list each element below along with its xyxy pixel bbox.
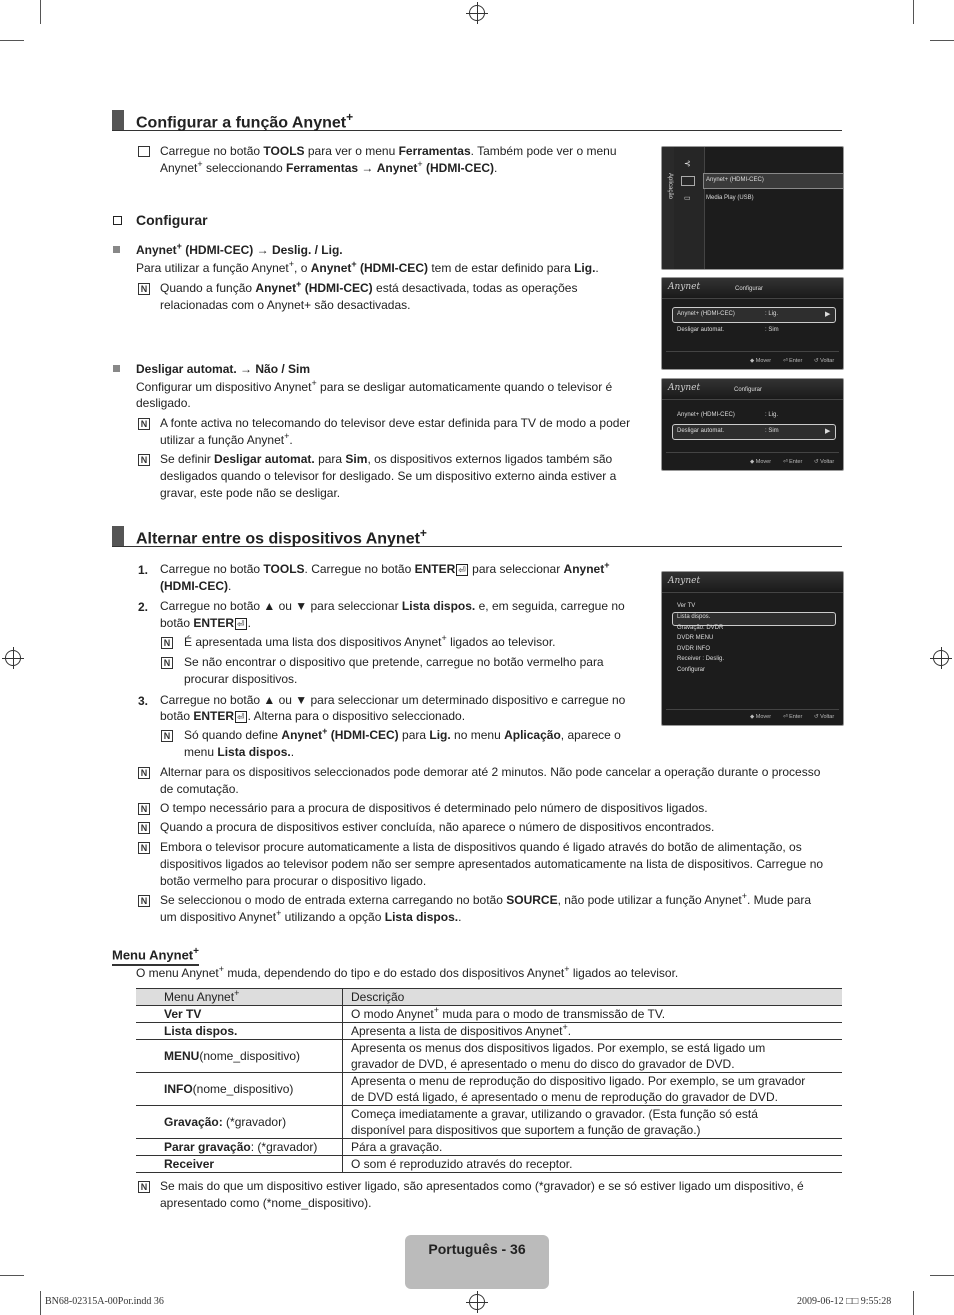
table-cell-menu: INFO(nome_dispositivo)	[136, 1073, 343, 1106]
note-icon: N	[138, 283, 150, 295]
note-icon: N	[161, 730, 173, 742]
table-row	[136, 1073, 842, 1106]
note-text: dispositivos ligados ao televisor podem não ser sempre apresentados automaticamente na lista de dispositivos. Carregue no	[160, 857, 824, 871]
step-number: 1.	[138, 563, 149, 577]
table-cell-menu: Ver TV	[136, 1006, 343, 1023]
item-description: Para utilizar a função Anynet+, o Anynet+ (HDMI-CEC) tem de estar definido para Lig..	[136, 259, 599, 275]
section-title: Alternar entre os dispositivos Anynet+	[136, 526, 427, 548]
menu-item: DVDR MENU	[677, 635, 714, 641]
anynet-logo: Anynet	[668, 282, 701, 292]
table-header-row	[136, 989, 842, 1006]
footer-hint: ⏎ Enter	[783, 714, 803, 720]
arrow-right-icon: ▶	[825, 311, 831, 318]
crop-mark	[40, 0, 41, 24]
table-cell-description: O som é reproduzido através do receptor.	[343, 1156, 843, 1173]
menu-anynet-heading: Menu Anynet+	[112, 943, 199, 966]
note-icon: N	[138, 895, 150, 907]
tv-screen-application-menu	[661, 146, 844, 270]
note-icon: N	[161, 637, 173, 649]
table-cell-description: Apresenta os menus dos dispositivos ligados. Por exemplo, se está ligado um gravador de DVD, é apresentado o menu do disco do gravador de DVD.	[343, 1040, 843, 1073]
step-number: 3.	[138, 694, 149, 708]
table-cell-menu: Gravação: (*gravador)	[136, 1106, 343, 1139]
page-number: Português - 36	[428, 1241, 526, 1257]
tools-icon	[138, 146, 150, 157]
menu-anynet-intro: O menu Anynet+ muda, dependendo do tipo e do estado dos dispositivos Anynet+ ligados ao televisor.	[136, 964, 679, 980]
usb-icon: ▭	[684, 195, 691, 202]
enter-icon: ⏎	[237, 712, 245, 722]
step-text: Carregue no botão ▲ ou ▼ para seleccionar Lista dispos. e, em seguida, carregue no	[160, 599, 625, 613]
bullet-icon	[113, 246, 120, 253]
menu-item: Media Play (USB)	[706, 195, 754, 201]
note-icon: N	[138, 418, 150, 430]
note-text: Quando a procura de dispositivos estiver concluída, não aparece o número de dispositivos encontrados.	[160, 820, 715, 834]
option-label: Anynet+ (HDMI-CEC)	[677, 412, 735, 418]
table-row	[136, 1040, 842, 1073]
table-cell-description: O modo Anynet+ muda para o modo de transmissão de TV.	[343, 1006, 843, 1023]
note-text: É apresentada uma lista dos dispositivos Anynet+ ligados ao televisor.	[184, 633, 556, 649]
option-label: Desligar automat.	[677, 428, 725, 434]
menu-item: Gravação: DVDR	[677, 625, 724, 631]
intro-line: Anynet+ seleccionando Ferramentas → Anynet+ (HDMI-CEC).	[160, 159, 498, 175]
table-cell-menu: Receiver	[136, 1156, 343, 1173]
arrow-right-icon: ▶	[825, 428, 831, 435]
footer-hint: ◆ Mover	[750, 714, 772, 720]
menu-item: DVDR INFO	[677, 646, 710, 652]
section-marker	[112, 110, 124, 130]
note-text: Só quando define Anynet+ (HDMI-CEC) para Lig. no menu Aplicação, aparece o	[184, 726, 621, 742]
crop-mark	[913, 0, 914, 24]
item-description: desligado.	[136, 396, 191, 410]
anynet-logo: Anynet	[668, 576, 701, 586]
note-text: Se mais do que um dispositivo estiver ligado, são apresentados como (*gravador) e se só estiver ligado um dispositivo, é	[160, 1179, 804, 1193]
note-text: Se não encontrar o dispositivo que pretende, carregue no botão vermelho para	[184, 655, 604, 669]
option-value: : Lig.	[765, 311, 779, 317]
table-cell-menu: MENU(nome_dispositivo)	[136, 1040, 343, 1073]
step-text: Carregue no botão ▲ ou ▼ para seleccionar um determinado dispositivo e carregue no	[160, 693, 626, 707]
checkbox-icon	[113, 216, 122, 225]
table-cell-menu: Parar gravação: (*gravador)	[136, 1139, 343, 1156]
screen-title: Configurar	[734, 387, 763, 393]
screen-icon	[681, 176, 695, 186]
table-cell-description: Apresenta o menu de reprodução do dispositivo ligado. Por exemplo, se um gravador de DVD está ligado, é apresentado o menu de reprodução do gravador de DVD.	[343, 1073, 843, 1106]
note-text: menu Lista dispos..	[184, 745, 295, 759]
menu-item: Configurar	[677, 667, 706, 673]
note-text: um dispositivo Anynet+ utilizando a opção Lista dispos..	[160, 908, 462, 924]
registration-mark-icon	[5, 650, 21, 666]
crop-mark	[913, 1291, 914, 1315]
note-icon: N	[161, 657, 173, 669]
note-icon: N	[138, 842, 150, 854]
note-text: desligados quando o televisor for desligado. Se um dispositivo externo ainda estiver a	[160, 469, 617, 483]
input-icon: ⊰	[684, 159, 691, 168]
table-row	[136, 1156, 842, 1173]
side-label: Aplicação	[667, 173, 673, 200]
option-value: : Lig.	[765, 412, 779, 418]
table-cell-description: Pára a gravação.	[343, 1139, 843, 1156]
section-marker	[112, 526, 124, 546]
note-text: Quando a função Anynet+ (HDMI-CEC) está desactivada, todas as operações	[160, 279, 578, 295]
note-text: gravar, este pode não se desligar.	[160, 486, 341, 500]
note-text: apresentado como (*nome_dispositivo).	[160, 1196, 372, 1210]
footer-hint: ⏎ Enter	[783, 358, 803, 364]
note-text: relacionadas com o Anynet+ são desactivadas.	[160, 298, 411, 312]
step-text: Carregue no botão TOOLS. Carregue no botão ENTER ⏎ para seleccionar Anynet+	[160, 560, 610, 576]
tv-screen-anynet-menu	[661, 571, 844, 726]
footer-hint: ◆ Mover	[750, 358, 772, 364]
footer-hint: ↺ Voltar	[814, 358, 835, 364]
enter-icon: ⏎	[237, 619, 245, 629]
section-title: Configurar a função Anynet+	[136, 110, 354, 132]
page-number-tab	[405, 1235, 549, 1289]
item-title: Anynet+ (HDMI-CEC) → Deslig. / Lig.	[136, 241, 343, 257]
note-text: de comutação.	[160, 782, 239, 796]
anynet-logo: Anynet	[668, 383, 701, 393]
table-row	[136, 1023, 842, 1040]
subsection-heading: Configurar	[136, 212, 208, 228]
registration-mark-icon	[933, 650, 949, 666]
section-heading-configurar-anynet	[112, 110, 842, 131]
table-cell-description: Apresenta a lista de dispositivos Anynet+.	[343, 1023, 843, 1040]
file-info: BN68-02315A-00Por.indd 36	[45, 1296, 164, 1307]
note-icon: N	[138, 803, 150, 815]
bullet-icon	[113, 365, 120, 372]
option-value: : Sim	[765, 327, 779, 333]
footer-hint: ↺ Voltar	[814, 714, 835, 720]
screen-title: Configurar	[735, 286, 764, 292]
option-label: Anynet+ (HDMI-CEC)	[677, 311, 735, 317]
footer-hint: ⏎ Enter	[783, 459, 803, 465]
note-text: O tempo necessário para a procura de dispositivos é determinado pelo número de dispositivos ligados.	[160, 801, 708, 815]
note-icon: N	[138, 454, 150, 466]
note-text: A fonte activa no telecomando do televisor deve estar definida para TV de modo a poder	[160, 416, 631, 430]
note-text: procurar dispositivos.	[184, 672, 298, 686]
tv-screen-configurar-2	[661, 378, 844, 471]
section-heading-alternar	[112, 526, 842, 547]
step-number: 2.	[138, 600, 149, 614]
note-text: botão vermelho para procurar o dispositivo ligado.	[160, 874, 427, 888]
menu-item: Receiver : Deslig.	[677, 656, 725, 662]
table-cell-description: Começa imediatamente a gravar, utilizando o gravador. (Esta função só está disponível para dispositivos que suportem a função de gravação.)	[343, 1106, 843, 1139]
menu-item: Ver TV	[677, 603, 696, 609]
crop-mark	[40, 1291, 41, 1315]
option-label: Desligar automat.	[677, 327, 725, 333]
table-header-cell: Menu Anynet+	[136, 989, 343, 1006]
intro-line: Carregue no botão TOOLS para ver o menu Ferramentas. Também pode ver o menu	[160, 144, 617, 158]
tv-screen-configurar-1	[661, 277, 844, 370]
note-icon: N	[138, 767, 150, 779]
note-text: Se seleccionou o modo de entrada externa carregando no botão SOURCE, não pode utilizar a função Anynet+. Mude para	[160, 891, 812, 907]
item-title: Desligar automat. → Não / Sim	[136, 362, 311, 376]
note-icon: N	[138, 1181, 150, 1193]
note-text: Se definir Desligar automat. para Sim, os dispositivos externos ligados também são	[160, 452, 613, 466]
note-text: utilizar a função Anynet+.	[160, 431, 293, 447]
crop-mark	[930, 1275, 954, 1276]
step-text: botão ENTER ⏎ .	[160, 616, 251, 630]
enter-icon: ⏎	[458, 565, 466, 575]
registration-mark-icon	[469, 5, 485, 21]
item-description: Configurar um dispositivo Anynet+ para se desligar automaticamente quando o televisor é	[136, 378, 613, 394]
note-text: Alternar para os dispositivos seleccionados pode demorar até 2 minutos. Não pode cancelar a operação durante o processo	[160, 765, 821, 779]
table-row	[136, 1106, 842, 1139]
menu-item: Lista dispos.	[677, 614, 711, 620]
table-row	[136, 1139, 842, 1156]
option-value: : Sim	[765, 428, 779, 434]
footer-hint: ◆ Mover	[750, 459, 772, 465]
note-icon: N	[138, 822, 150, 834]
footer-hint: ↺ Voltar	[814, 459, 835, 465]
crop-mark	[930, 40, 954, 41]
menu-anynet-table	[136, 988, 842, 1173]
note-text: Embora o televisor procure automaticamente a lista de dispositivos quando é ligado através do botão de alimentação, os	[160, 840, 802, 854]
crop-mark	[0, 40, 24, 41]
menu-item: Anynet+ (HDMI-CEC)	[706, 177, 764, 183]
step-text: (HDMI-CEC).	[160, 579, 232, 593]
table-row	[136, 1006, 842, 1023]
table-header-cell: Descrição	[343, 989, 843, 1006]
registration-mark-icon	[469, 1294, 485, 1310]
step-text: botão ENTER ⏎ . Alterna para o dispositivo seleccionado.	[160, 709, 466, 723]
print-date: 2009-06-12 □□ 9:55:28	[797, 1296, 892, 1307]
crop-mark	[0, 1275, 24, 1276]
table-cell-menu: Lista dispos.	[136, 1023, 343, 1040]
